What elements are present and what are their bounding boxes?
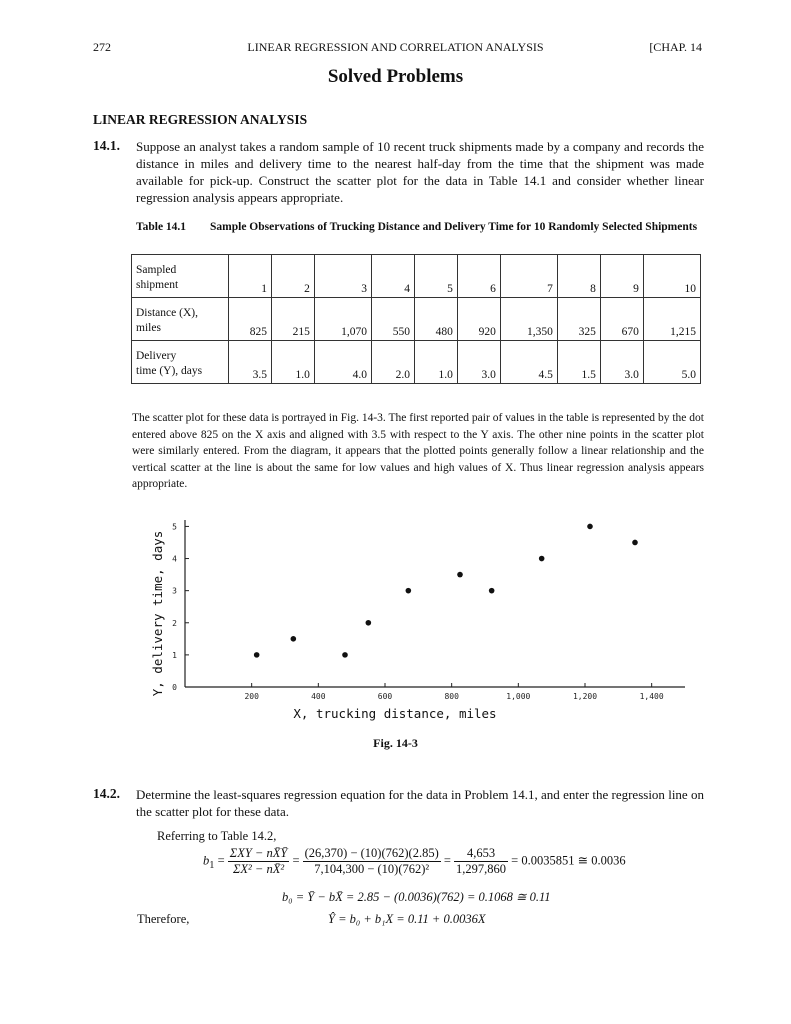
data-point <box>489 588 495 594</box>
b1-fraction-formula <box>228 846 290 877</box>
table-cell: 480 <box>414 298 457 341</box>
page-number: 272 <box>93 40 111 54</box>
data-point <box>539 556 545 562</box>
table-cell: 825 <box>229 298 272 341</box>
data-point <box>366 620 372 626</box>
table-cell: 3 <box>314 255 371 298</box>
table-cell: 7 <box>500 255 557 298</box>
data-point <box>406 588 412 594</box>
scatter-plot <box>140 510 700 730</box>
y-tick-label: 2 <box>172 618 177 628</box>
x-tick-label: 400 <box>311 692 326 701</box>
section-heading: LINEAR REGRESSION ANALYSIS <box>93 112 308 127</box>
data-point <box>587 524 593 530</box>
x-axis-label: X, trucking distance, miles <box>293 706 497 721</box>
problem-text-1: Suppose an analyst takes a random sample of 10 recent truck shipments made by a company and records the distance in miles and delivery time to the nearest half-day from the time that the shipment was made available for pick-up. Construct the scatter plot for the data in Table 14.1 and consider whether linear regression analysis appears appropriate. <box>136 139 704 205</box>
y-tick-label: 4 <box>172 554 177 564</box>
b1-fraction-reduced <box>454 846 508 877</box>
table-cell: 5 <box>414 255 457 298</box>
b1-symbol: b <box>203 853 210 868</box>
table-cell: 3.5 <box>229 341 272 384</box>
table-cell: 1.5 <box>557 341 600 384</box>
b1-subscript: 1 <box>209 859 215 871</box>
b1-equation: $b_1$ = $\frac{\text{ΣXY − nX̄Ȳ}}{\text{ΣX² − nX̄²}}$ = $\frac{(26,370) - (10)(762)(2.85)}{\text{7,104,300 − (10)(762)²}}$ = $\frac{4,653}{1,297,860}$ = 0.0035851 ≅ 0.0036 <box>203 846 626 876</box>
table-caption <box>136 220 704 235</box>
b1-den-formula: ΣX² − nX̄² <box>232 862 285 876</box>
b1-fraction-values <box>303 846 441 877</box>
plot-points <box>254 524 638 658</box>
b1-result: = 0.0035851 ≅ 0.0036 <box>511 853 626 868</box>
row-label <box>132 341 229 384</box>
b1-num-formula: ΣXY − nX̄Ȳ <box>229 846 288 860</box>
table-cell: 920 <box>457 298 500 341</box>
x-tick-label: 1,200 <box>572 692 598 701</box>
b1-num-reduced: 4,653 <box>454 846 508 862</box>
problem-text-2: Determine the least-squares regression equation for the data in Problem 14.1, and enter the regression line on the scatter plot for these data. <box>136 787 704 819</box>
problem-number-2: 14.2. <box>93 786 120 801</box>
table-cell: 1,350 <box>500 298 557 341</box>
table-caption-text: Sample Observations of Trucking Distance and Delivery Time for 10 Randomly Selected Shipments <box>210 221 698 233</box>
solution-text-1: The scatter plot for these data is portrayed in Fig. 14-3. The first reported pair of values in the table is represented by the dot entered above 825 on the X axis and aligned with 3.5 with respect to the Y axis. The other nine points in the scatter plot were similarly entered. From the diagram, it appears that the plotted points generally follow a linear relationship and the vertical scatter at the line is about the same for low values and high values of X. Thus linear regression analysis appears appropriate. <box>132 412 704 490</box>
table-cell: 3.0 <box>600 341 643 384</box>
table-cell: 1.0 <box>414 341 457 384</box>
table-cell: 2 <box>271 255 314 298</box>
table-cell: 550 <box>371 298 414 341</box>
y-axis-label: Y, delivery time, days <box>150 530 165 697</box>
table-cell: 9 <box>600 255 643 298</box>
table-cell: 2.0 <box>371 341 414 384</box>
table-row <box>132 298 701 341</box>
table-cell: 215 <box>271 298 314 341</box>
table-cell: 1,215 <box>643 298 700 341</box>
data-table <box>131 254 701 384</box>
table-cell: 4.5 <box>500 341 557 384</box>
table-cell: 670 <box>600 298 643 341</box>
b1-den-reduced: 1,297,860 <box>456 862 507 876</box>
table-row <box>132 255 701 298</box>
table-cell: 6 <box>457 255 500 298</box>
solution-intro-2: Referring to Table 14.2, <box>157 829 277 843</box>
data-point <box>342 652 348 658</box>
b0-equation: b₀ = Ȳ − bX̄ = 2.85 − (0.0036)(762) = 0.1068 ≅ 0.11 <box>282 890 551 904</box>
therefore-label: Therefore, <box>137 912 190 926</box>
row-label <box>132 255 229 298</box>
row-label-line: shipment <box>136 279 179 291</box>
b1-num-values: (26,370) − (10)(762)(2.85) <box>304 846 439 860</box>
data-point <box>457 572 463 578</box>
plot-axes <box>185 520 685 687</box>
row-label-line: Distance (X), <box>136 307 198 319</box>
data-point <box>291 636 297 642</box>
x-tick-label: 1,400 <box>639 692 664 701</box>
page-title: Solved Problems <box>327 66 464 87</box>
table-cell: 5.0 <box>643 341 700 384</box>
b1-den-values: 7,104,300 − (10)(762)² <box>314 862 430 876</box>
table-row <box>132 341 701 384</box>
row-label-line: time (Y), days <box>136 365 203 377</box>
data-point <box>254 652 260 658</box>
table-cell: 1 <box>229 255 272 298</box>
plot-ticks <box>172 522 664 701</box>
chapter-label: [CHAP. 14 <box>649 40 702 54</box>
table-cell: 325 <box>557 298 600 341</box>
table-label: Table 14.1 <box>136 221 187 233</box>
table-cell: 1.0 <box>271 341 314 384</box>
table-cell: 1,070 <box>314 298 371 341</box>
table-cell: 10 <box>643 255 700 298</box>
x-tick-label: 800 <box>444 692 459 701</box>
running-title: LINEAR REGRESSION AND CORRELATION ANALYSIS <box>247 40 544 54</box>
data-point <box>632 540 638 546</box>
row-label <box>132 298 229 341</box>
x-tick-label: 200 <box>244 692 259 701</box>
y-tick-label: 1 <box>172 650 177 660</box>
y-tick-label: 3 <box>172 586 177 596</box>
figure-caption: Fig. 14-3 <box>373 736 418 750</box>
table-cell: 3.0 <box>457 341 500 384</box>
table-cell: 4 <box>371 255 414 298</box>
table-cell: 4.0 <box>314 341 371 384</box>
x-tick-label: 1,000 <box>506 692 531 701</box>
row-label-line: miles <box>136 322 161 334</box>
row-label-line: Sampled <box>136 264 177 276</box>
problem-number-1: 14.1. <box>93 138 120 153</box>
y-tick-label: 5 <box>172 522 177 532</box>
x-tick-label: 600 <box>377 692 393 701</box>
row-label-line: Delivery <box>136 350 177 362</box>
table-cell: 8 <box>557 255 600 298</box>
regression-equation: Ŷ = b₀ + b₁X = 0.11 + 0.0036X <box>328 912 486 926</box>
y-tick-label: 0 <box>172 683 177 692</box>
